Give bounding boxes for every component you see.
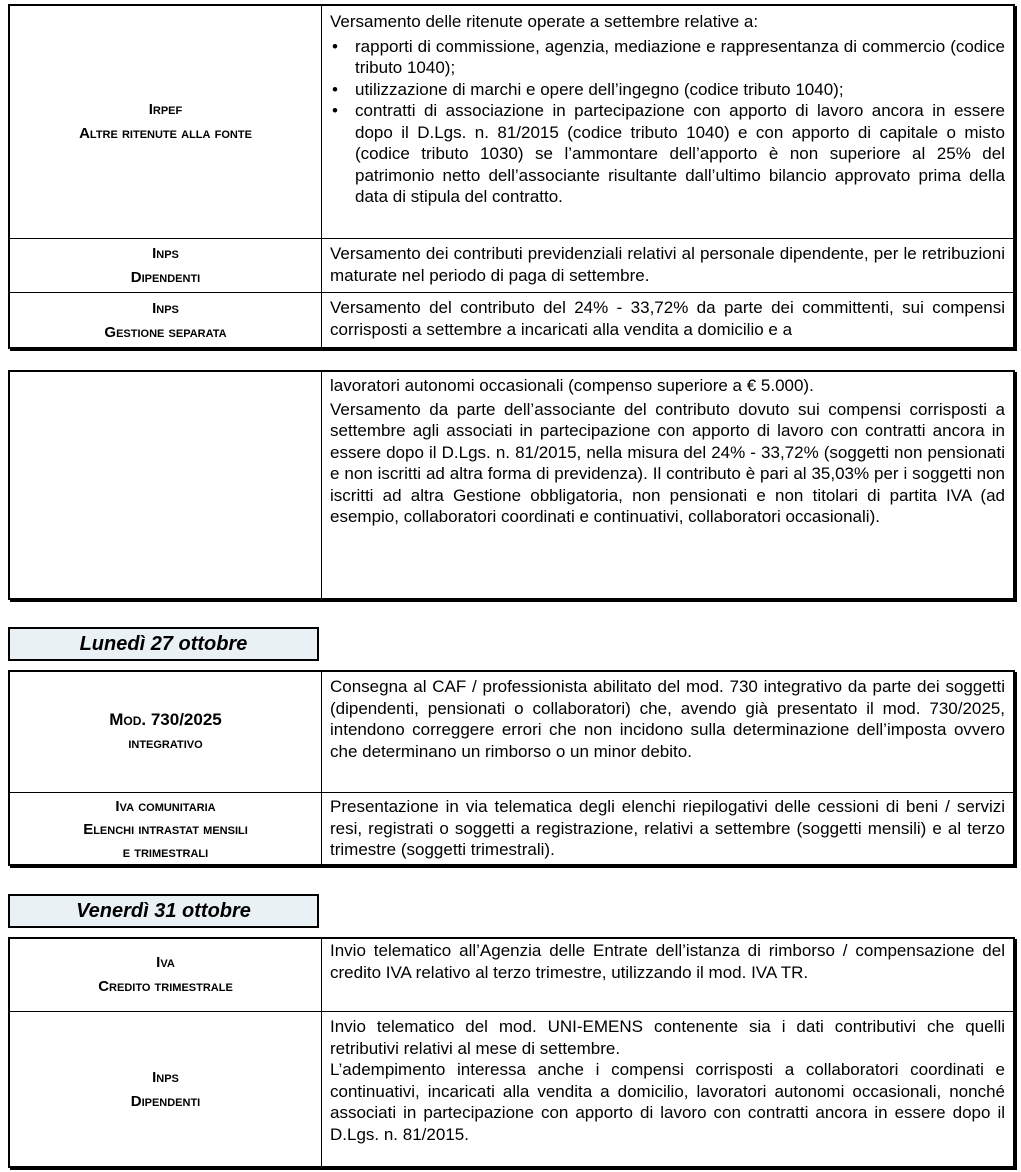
table-row xyxy=(10,372,1013,598)
row-text-content: Versamento del contributo del 24% - 33,72% da parte dei committenti, sui compensi corrisposti a settembre a incaricati alla vendita a domicilio e a xyxy=(330,298,1005,339)
row-text-content: Consegna al CAF / professionista abilitato del mod. 730 integrativo da parte dei soggetti (dipendenti, pensionati o collaboratori) che, avendo già presentato il mod. 730/2025, intendono correggere errori che non incidono sulla determinazione dell’imposta ovvero che determinano un rimborso o un minor debito. xyxy=(330,677,1005,761)
bullet-list xyxy=(330,36,1005,208)
table-row xyxy=(10,792,1013,865)
label-line: integrativo xyxy=(128,735,203,752)
row-label xyxy=(10,372,322,598)
label-line: Iva comunitaria xyxy=(115,797,216,815)
label-line: Inps xyxy=(152,244,179,262)
row-text-content: Invio telematico all’Agenzia delle Entrate dell’istanza di rimborso / compensazione del credito IVA relativo al terzo trimestre, utilizzando il mod. IVA TR. xyxy=(330,941,1005,982)
deadline-table-2 xyxy=(8,370,1015,600)
label-line: Altre ritenute alla fonte xyxy=(79,125,252,142)
table-row xyxy=(10,238,1013,292)
deadline-table-4 xyxy=(8,937,1015,1168)
table-row xyxy=(10,939,1013,1011)
day-header: Lunedì 27 ottobre xyxy=(8,627,319,661)
row-text-content: Presentazione in via telematica degli elenchi riepilogativi delle cessioni di beni / servizi resi, registrati o soggetti a registrazione, relativi a settembre (soggetti mensili) e al terzo trimestre (soggetti trimestrali). xyxy=(330,797,1005,859)
paragraph: Versamento da parte dell’associante del contributo dovuto sui compensi corrisposti a settembre agli associati in partecipazione con apporto di lavoro con contratti ancora in essere dopo il D.Lgs. n. 81/2015, nella misura del 24% - 33,72% (soggetti non pensionati e non iscritti ad altra forma di previdenza). Il contributo è pari al 35,03% per i soggetti non iscritti ad altra Gestione obbligatoria, non pensionati e non titolari di partita IVA (ad esempio, collaboratori coordinati e continuativi, collaboratori occasionali). xyxy=(330,399,1005,526)
paragraph: L’adempimento interessa anche i compensi corrisposti a collaboratori coordinati e continuativi, incaricati alla vendita a domicilio, lavoratori autonomi occasionali, nonché associati in partecipazione con apporto di lavoro con contratti ancora in essere dopo il D.Lgs. n. 81/2015. xyxy=(330,1060,1005,1144)
label-line: Irpef xyxy=(148,101,183,118)
label-line: e trimestrali xyxy=(122,843,209,861)
intro-text: Versamento delle ritenute operate a settembre relative a: xyxy=(330,12,759,31)
label-line: Mod. 730/2025 xyxy=(109,710,222,729)
row-label xyxy=(10,1012,322,1167)
label-line: Credito trimestrale xyxy=(98,978,233,995)
label-line: Inps xyxy=(152,299,179,317)
row-label xyxy=(10,672,322,792)
row-label xyxy=(10,939,322,1011)
deadline-table-3 xyxy=(8,670,1015,866)
row-label xyxy=(10,793,322,865)
row-text-content: Versamento dei contributi previdenziali relativi al personale dipendente, per le retribuzioni maturate nel periodo di paga di settembre. xyxy=(330,244,1005,285)
day-header: Venerdì 31 ottobre xyxy=(8,894,319,928)
row-label xyxy=(10,6,322,238)
label-line: Dipendenti xyxy=(130,1092,201,1110)
label-line: Dipendenti xyxy=(130,268,201,286)
row-text xyxy=(322,239,1013,292)
table-row xyxy=(10,292,1013,348)
row-text xyxy=(322,372,1013,598)
row-text xyxy=(322,293,1013,348)
label-line: Inps xyxy=(152,1068,179,1086)
table-row xyxy=(10,672,1013,792)
table-row xyxy=(10,6,1013,238)
label-line: Elenchi intrastat mensili xyxy=(83,820,248,838)
row-text xyxy=(322,939,1013,1011)
row-label xyxy=(10,293,322,348)
label-line: Gestione separata xyxy=(104,323,227,341)
deadline-table-1 xyxy=(8,4,1015,349)
list-item: • utilizzazione di marchi e opere dell’ingegno (codice tributo 1040); xyxy=(346,79,1005,101)
paragraph: lavoratori autonomi occasionali (compenso superiore a € 5.000). xyxy=(330,376,814,395)
row-text xyxy=(322,6,1013,238)
row-text xyxy=(322,672,1013,792)
paragraph: Invio telematico del mod. UNI-EMENS contenente sia i dati contributivi che quelli retributivi relativi al mese di settembre. xyxy=(330,1017,1005,1058)
row-text xyxy=(322,793,1013,865)
list-item: • rapporti di commissione, agenzia, mediazione e rappresentanza di commercio (codice tributo 1040); xyxy=(346,36,1005,79)
list-item: • contratti di associazione in partecipazione con apporto di lavoro ancora in essere dopo il D.Lgs. n. 81/2015 (codice tributo 1040) e con apporto di capitale o misto (codice tributo 1030) se l’ammontare dell’apporto è non superiore al 25% del patrimonio netto dell’associante risultante dall’ultimo bilancio approvato prima della data di stipula del contratto. xyxy=(346,100,1005,208)
label-line: Iva xyxy=(156,954,175,971)
row-text xyxy=(322,1012,1013,1167)
row-label xyxy=(10,239,322,292)
table-row xyxy=(10,1011,1013,1167)
